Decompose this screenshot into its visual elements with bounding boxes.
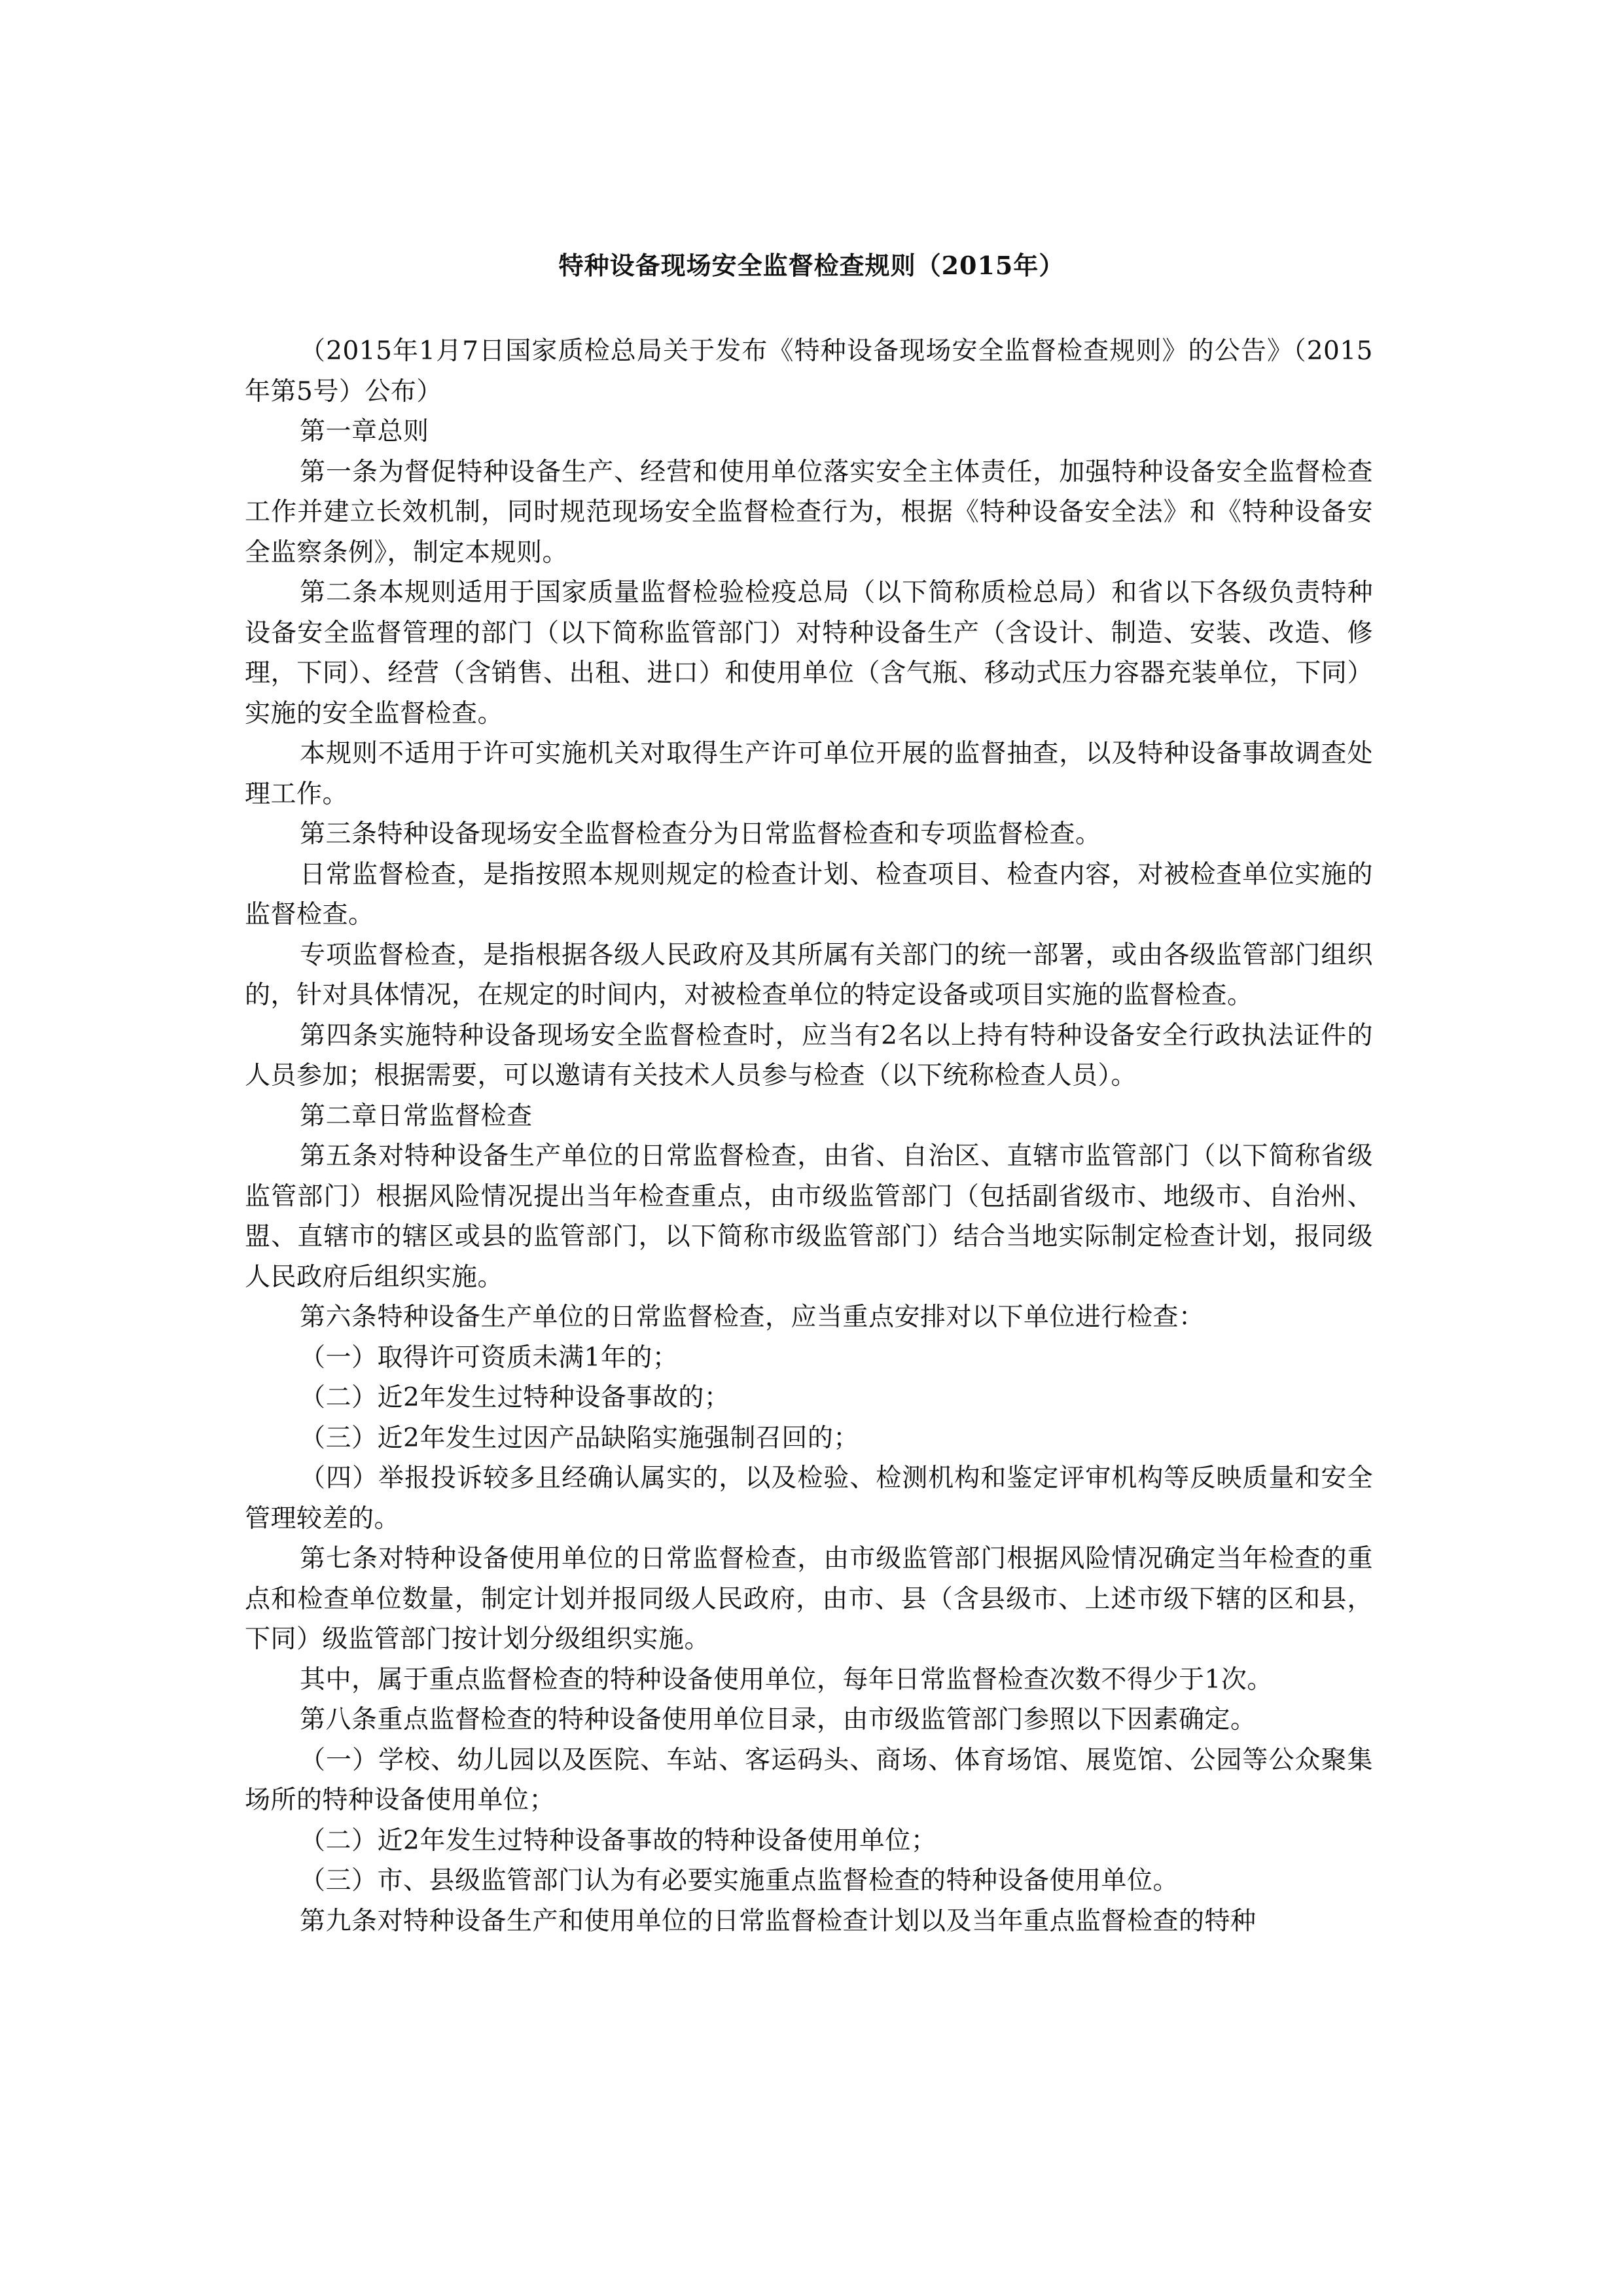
chapter-heading: 第一章总则 [300, 417, 429, 446]
article-paragraph: 本规则不适用于许可实施机关对取得生产许可单位开展的监督抽查，以及特种设备事故调查处理工作。 [245, 739, 1373, 809]
article-paragraph: 第四条实施特种设备现场安全监督检查时，应当有2名以上持有特种设备安全行政执法证件的人员参加；根据需要，可以邀请有关技术人员参与检查（以下统称检查人员）。 [245, 1020, 1373, 1090]
article-paragraph: 第九条对特种设备生产和使用单位的日常监督检查计划以及当年重点监督检查的特种 [300, 1906, 1257, 1936]
chapter-heading: 第二章日常监督检查 [300, 1101, 533, 1131]
list-item: （一）学校、幼儿园以及医院、车站、客运码头、商场、体育场馆、展览馆、公园等公众聚集场所的特种设备使用单位； [245, 1745, 1373, 1815]
list-item: （三）市、县级监管部门认为有必要实施重点监督检查的特种设备使用单位。 [300, 1866, 1179, 1895]
article-paragraph: 其中，属于重点监督检查的特种设备使用单位，每年日常监督检查次数不得少于1次。 [300, 1664, 1273, 1695]
article-paragraph: 第七条对特种设备使用单位的日常监督检查，由市级监管部门根据风险情况确定当年检查的重点和检查单位数量，制定计划并报同级人民政府，由市、县（含县级市、上述市级下辖的区和县，下同）级监管部门按计划分级组织实施。 [245, 1544, 1373, 1654]
article-paragraph: 日常监督检查，是指按照本规则规定的检查计划、检查项目、检查内容，对被检查单位实施的监督检查。 [245, 859, 1373, 929]
article-paragraph: 第二条本规则适用于国家质量监督检验检疫总局（以下简称质检总局）和省以下各级负责特种设备安全监督管理的部门（以下简称监管部门）对特种设备生产（含设计、制造、安装、改造、修理，下同）、经营（含销售、出租、进口）和使用单位（含气瓶、移动式压力容器充装单位，下同）实施的安全监督检查。 [245, 578, 1373, 728]
article-paragraph: 专项监督检查，是指根据各级人民政府及其所属有关部门的统一部署，或由各级监管部门组织的，针对具体情况，在规定的时间内，对被检查单位的特定设备或项目实施的监督检查。 [245, 940, 1373, 1010]
list-item: （一）取得许可资质未满1年的； [300, 1342, 679, 1372]
document-body [245, 331, 1373, 1941]
list-item: （三）近2年发生过因产品缺陷实施强制召回的； [300, 1423, 859, 1453]
article-paragraph: 第三条特种设备现场安全监督检查分为日常监督检查和专项监督检查。 [300, 819, 1101, 849]
document-title: 特种设备现场安全监督检查规则（2015年） [558, 251, 1065, 280]
publication-note: （2015年1月7日国家质检总局关于发布《特种设备现场安全监督检查规则》的公告》（2015年第5号）公布） [245, 336, 1373, 406]
article-paragraph: 第一条为督促特种设备生产、经营和使用单位落实安全主体责任，加强特种设备安全监督检查工作并建立长效机制，同时规范现场安全监督检查行为，根据《特种设备安全法》和《特种设备安全监察条例》，制定本规则。 [245, 457, 1373, 567]
article-paragraph: 第五条对特种设备生产单位的日常监督检查，由省、自治区、直辖市监管部门（以下简称省级监管部门）根据风险情况提出当年检查重点，由市级监管部门（包括副省级市、地级市、自治州、盟、直辖市的辖区或县的监管部门，以下简称市级监管部门）结合当地实际制定检查计划，报同级人民政府后组织实施。 [245, 1141, 1373, 1292]
list-item: （二）近2年发生过特种设备事故的特种设备使用单位； [300, 1825, 937, 1856]
article-paragraph: 第八条重点监督检查的特种设备使用单位目录，由市级监管部门参照以下因素确定。 [300, 1705, 1257, 1734]
list-item: （二）近2年发生过特种设备事故的； [300, 1383, 730, 1412]
list-item: （四）举报投诉较多且经确认属实的，以及检验、检测机构和鉴定评审机构等反映质量和安全管理较差的。 [245, 1463, 1373, 1534]
article-paragraph: 第六条特种设备生产单位的日常监督检查，应当重点安排对以下单位进行检查： [300, 1302, 1205, 1332]
